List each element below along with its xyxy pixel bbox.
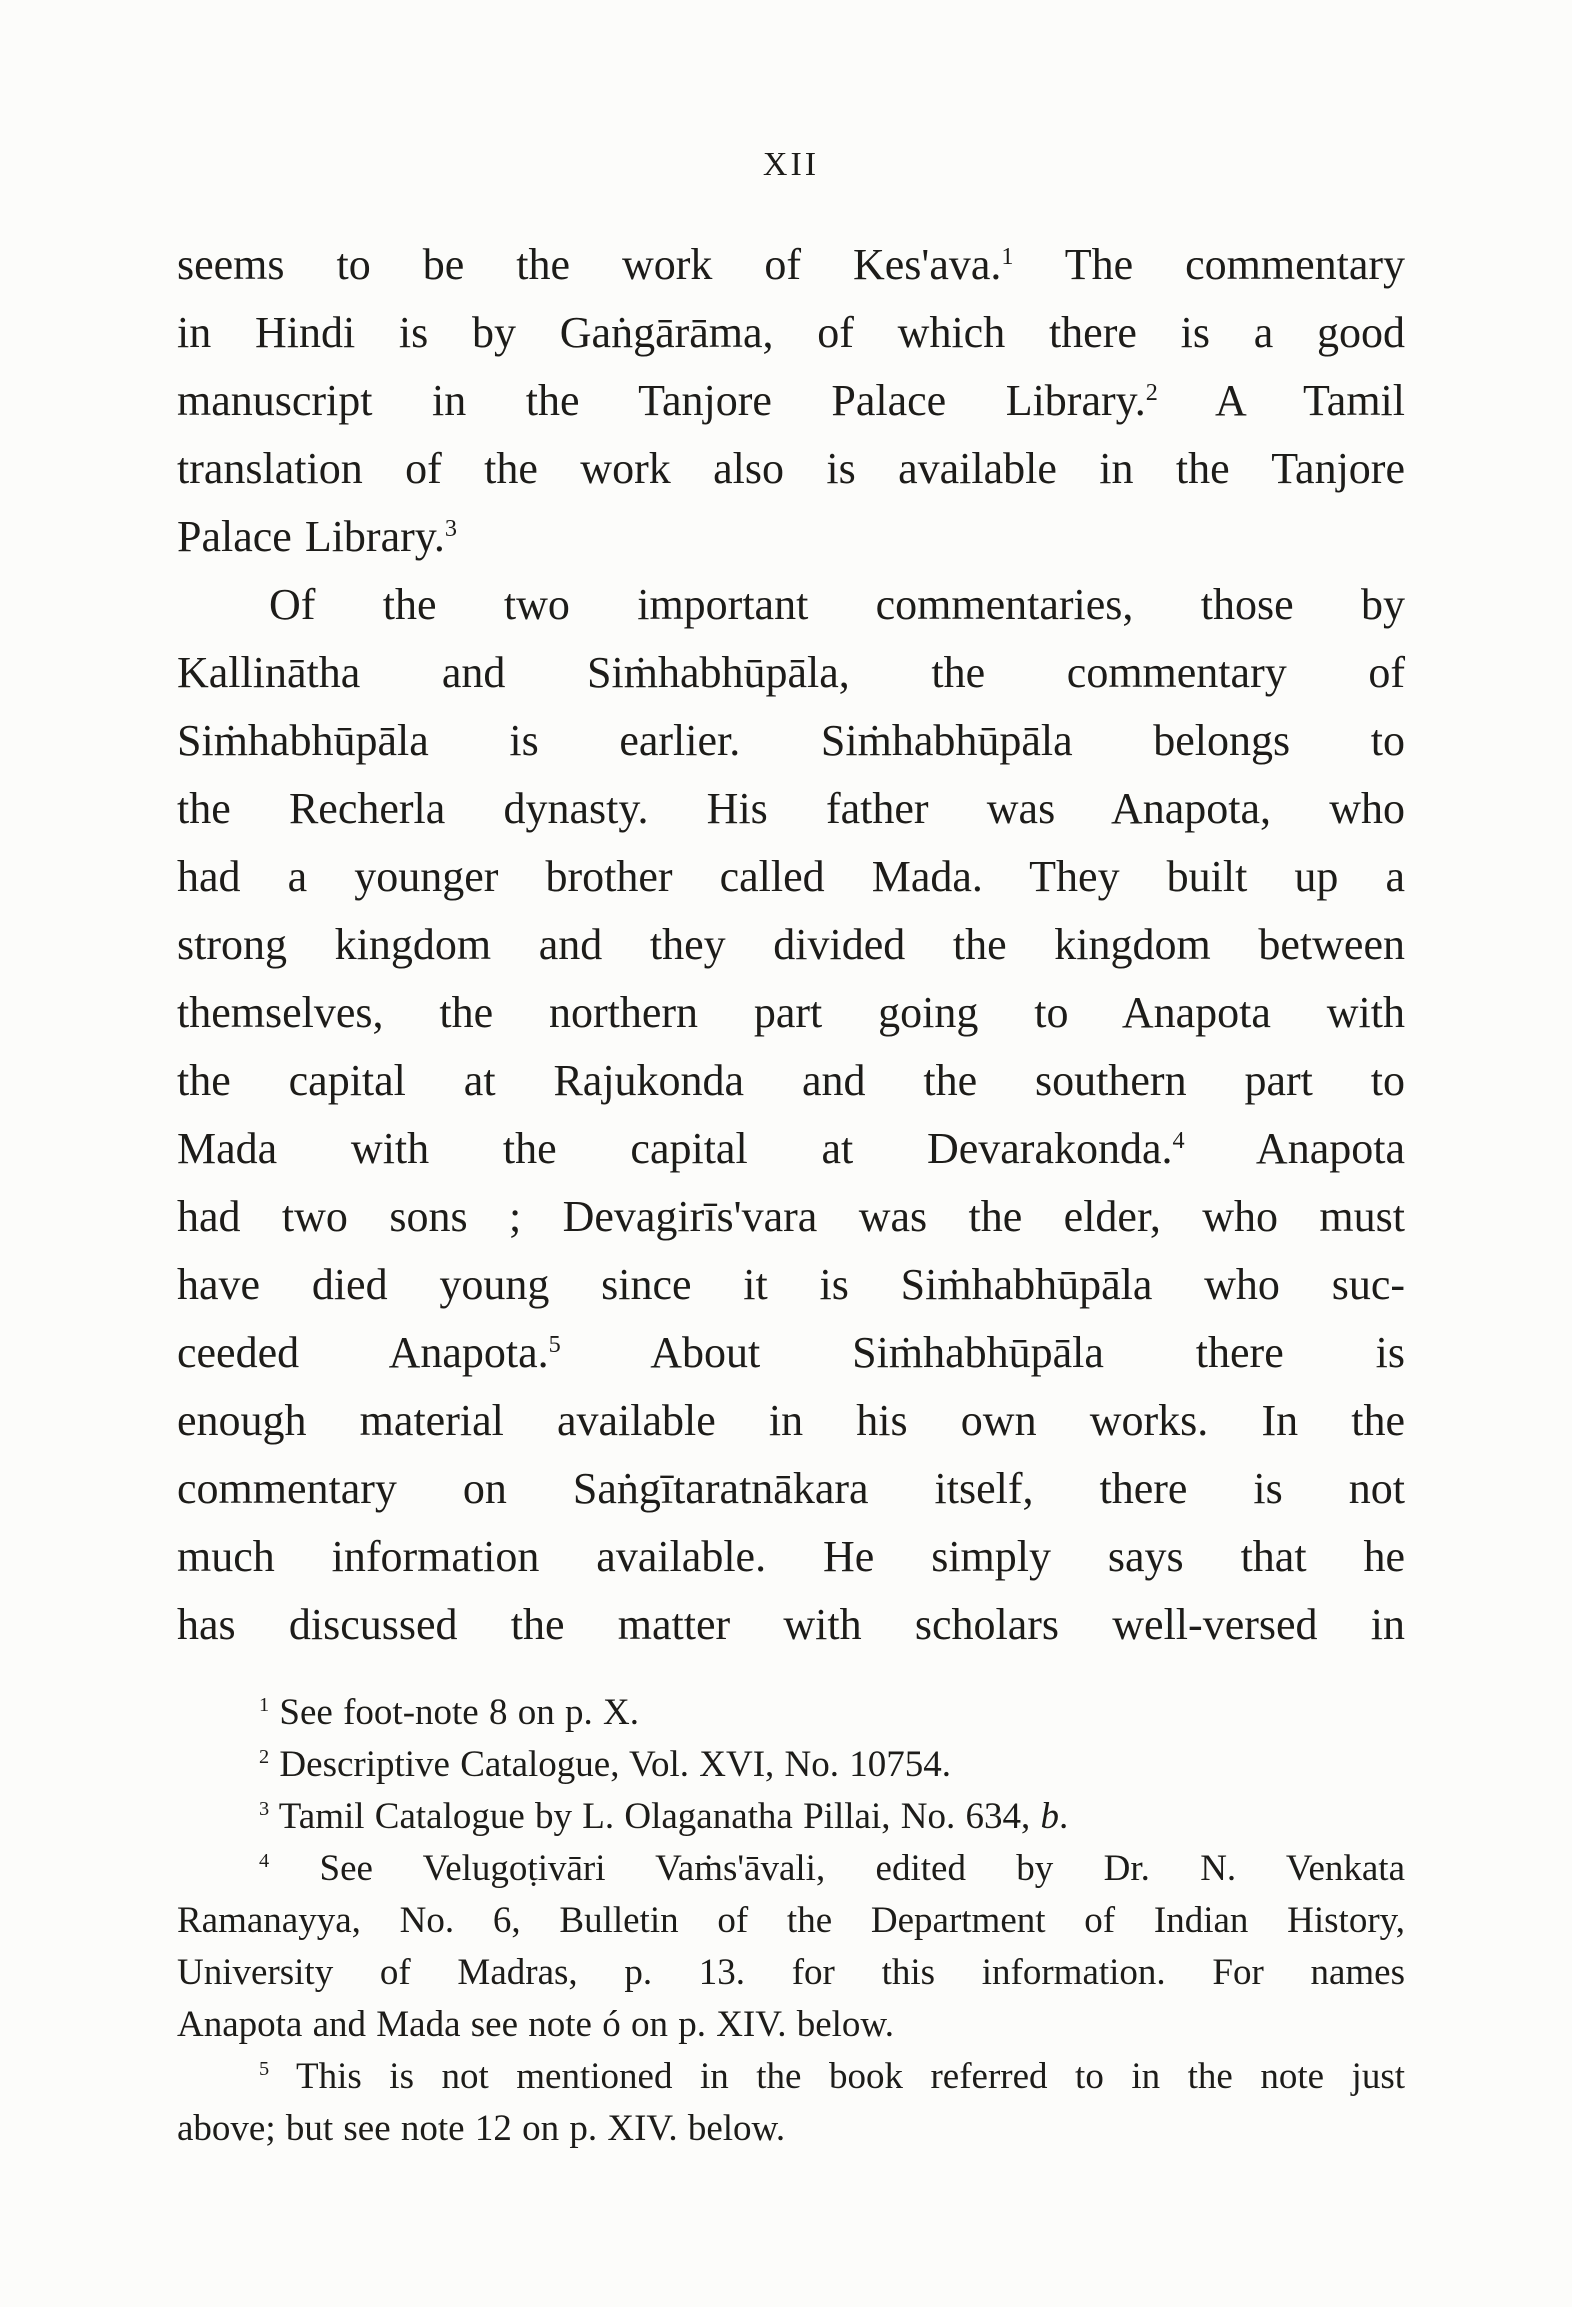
text-segment: above; but see note 12 on p. XIV. below.	[177, 2108, 786, 2149]
text-segment: translation of the work also is available in the Tanjore	[177, 444, 1405, 493]
text-segment: See Velugoṭivāri Vaṁs'āvali, edited by Dr. N. Venkata	[269, 1848, 1405, 1889]
body-line-13	[177, 1047, 1405, 1115]
text-segment: A Tamil	[1157, 376, 1405, 425]
body-text-block	[177, 231, 1405, 1659]
text-segment: University of Madras, p. 13. for this information. For names	[177, 1952, 1405, 1993]
footnote-line-6	[177, 1947, 1405, 1999]
footnote-marker: 3	[444, 515, 457, 542]
text-segment: Palace Library.	[177, 512, 445, 561]
footnote-marker: 1	[1001, 243, 1014, 270]
text-segment: Descriptive Catalogue, Vol. XVI, No. 10754.	[269, 1744, 952, 1785]
text-segment: much information available. He simply says that he	[177, 1532, 1405, 1581]
text-segment: the Recherla dynasty. His father was Anapota, who	[177, 784, 1405, 833]
text-segment: has discussed the matter with scholars well-versed in	[177, 1600, 1405, 1649]
footnote-marker: 5	[259, 2058, 270, 2081]
body-line-5	[177, 503, 1405, 571]
body-line-17	[177, 1319, 1405, 1387]
body-line-18	[177, 1387, 1405, 1455]
footnote-line-4	[177, 1843, 1405, 1895]
text-segment: The commentary	[1013, 240, 1406, 289]
footnote-line-3	[177, 1791, 1405, 1843]
text-segment: Mada with the capital at Devarakonda.	[177, 1124, 1173, 1173]
text-segment: had a younger brother called Mada. They built up a	[177, 852, 1405, 901]
text-segment: manuscript in the Tanjore Palace Library.	[177, 376, 1146, 425]
footnote-marker: 4	[1172, 1127, 1185, 1154]
body-line-11	[177, 911, 1405, 979]
footnote-marker: 2	[259, 1746, 270, 1769]
body-line-15	[177, 1183, 1405, 1251]
footnote-line-2	[177, 1739, 1405, 1791]
text-segment: .	[1058, 1796, 1069, 1837]
text-segment: had two sons ; Devagirīs'vara was the elder, who must	[177, 1192, 1405, 1241]
text-segment: strong kingdom and they divided the kingdom between	[177, 920, 1405, 969]
body-line-10	[177, 843, 1405, 911]
text-segment: This is not mentioned in the book referred to in the note just	[269, 2056, 1405, 2097]
footnote-marker: 2	[1145, 379, 1158, 406]
footnote-line-7	[177, 1999, 1405, 2051]
page-number: XII	[762, 146, 820, 183]
footnote-marker: 3	[259, 1798, 270, 1821]
body-line-2	[177, 299, 1405, 367]
footnote-line-9	[177, 2103, 1405, 2155]
body-line-19	[177, 1455, 1405, 1523]
text-segment: About Siṁhabhūpāla there is	[560, 1328, 1406, 1377]
text-segment: Tamil Catalogue by L. Olaganatha Pillai, No. 634,	[269, 1796, 1041, 1837]
body-line-1	[177, 231, 1405, 299]
text-segment: Anapota and Mada see note ó on p. XIV. below.	[177, 2004, 894, 2045]
text-segment: enough material available in his own works. In the	[177, 1396, 1405, 1445]
body-line-20	[177, 1523, 1405, 1591]
text-segment: Ramanayya, No. 6, Bulletin of the Department of Indian History,	[177, 1900, 1405, 1941]
body-line-12	[177, 979, 1405, 1047]
text-segment: See foot-note 8 on p. X.	[269, 1692, 639, 1733]
footnote-marker: 1	[259, 1694, 270, 1717]
text-segment: Anapota	[1184, 1124, 1405, 1173]
body-line-14	[177, 1115, 1405, 1183]
text-segment: have died young since it is Siṁhabhūpāla who suc-	[177, 1260, 1405, 1309]
body-line-4	[177, 435, 1405, 503]
body-line-9	[177, 775, 1405, 843]
body-line-7	[177, 639, 1405, 707]
text-segment: themselves, the northern part going to Anapota with	[177, 988, 1405, 1037]
text-segment: ceeded Anapota.	[177, 1328, 549, 1377]
text-segment: Of the two important commentaries, those by	[269, 580, 1405, 629]
body-line-6	[177, 571, 1405, 639]
body-line-16	[177, 1251, 1405, 1319]
text-segment: in Hindi is by Gaṅgārāma, of which there is a good	[177, 308, 1405, 357]
body-line-3	[177, 367, 1405, 435]
footnote-marker: 4	[259, 1850, 270, 1873]
text-segment: Kallinātha and Siṁhabhūpāla, the commentary of	[177, 648, 1405, 697]
text-segment: the capital at Rajukonda and the southern part to	[177, 1056, 1405, 1105]
body-line-21	[177, 1591, 1405, 1659]
text-segment: commentary on Saṅgītaratnākara itself, there is not	[177, 1464, 1405, 1513]
footnote-line-8	[177, 2051, 1405, 2103]
text-segment: b	[1040, 1796, 1059, 1837]
footnotes-block	[177, 1687, 1405, 2155]
body-line-8	[177, 707, 1405, 775]
footnote-line-1	[177, 1687, 1405, 1739]
text-segment: Siṁhabhūpāla is earlier. Siṁhabhūpāla belongs to	[177, 716, 1405, 765]
text-segment: seems to be the work of Kes'ava.	[177, 240, 1002, 289]
footnote-marker: 5	[548, 1331, 561, 1358]
footnote-line-5	[177, 1895, 1405, 1947]
